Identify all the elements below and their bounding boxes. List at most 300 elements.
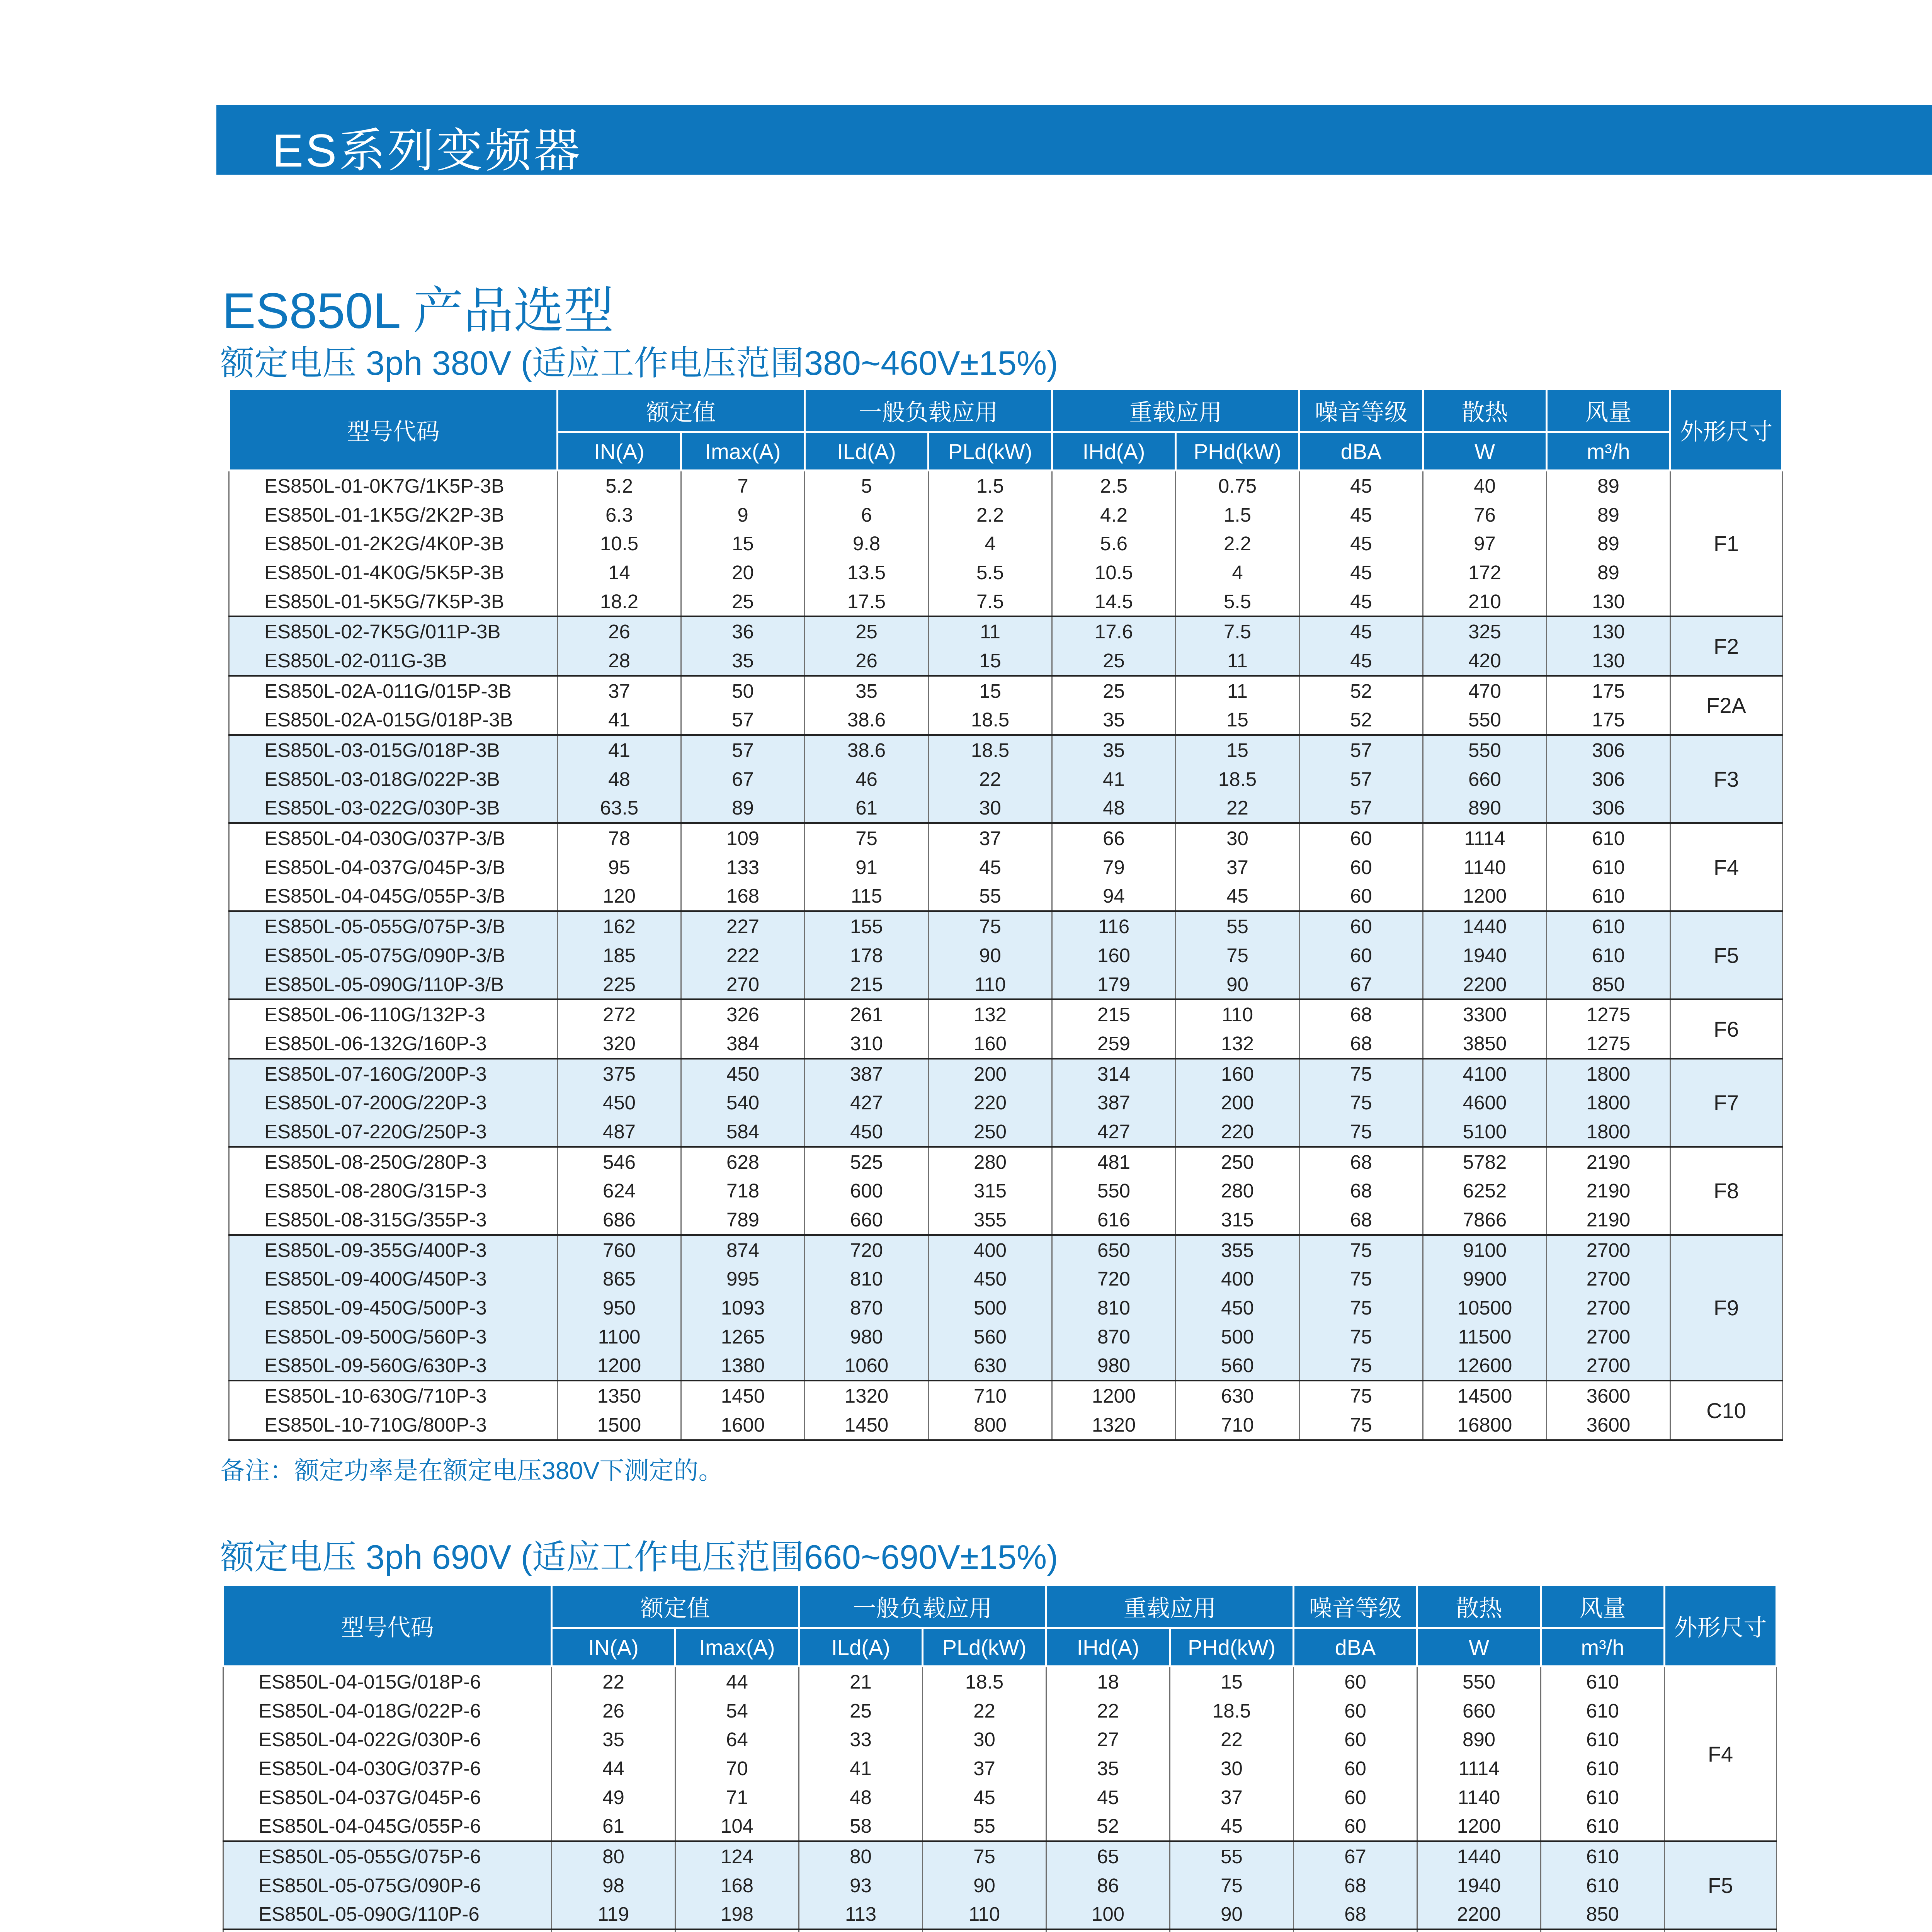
cell-ild-a: 41: [799, 1754, 923, 1783]
page-title: ES850L 产品选型: [222, 282, 614, 339]
header-m3h: m³/h: [1547, 432, 1670, 471]
cell-phd-kw: 560: [1176, 1351, 1299, 1381]
cell-dba: 67: [1294, 1841, 1417, 1871]
cell-dba: 68: [1299, 999, 1423, 1029]
cell-ihd-a: [1046, 1929, 1170, 1932]
cell-model: ES850L-08-250G/280P-3: [229, 1147, 558, 1177]
cell-dba: 68: [1299, 1029, 1423, 1059]
table-row: [229, 1029, 1782, 1059]
cell-ild-a: 310: [805, 1029, 929, 1059]
frame-size-cell: [1670, 1235, 1782, 1381]
table-row: [229, 765, 1782, 794]
cell-model: ES850L-01-5K5G/7K5P-3B: [229, 587, 558, 617]
cell-airflow: 2700: [1547, 1265, 1670, 1294]
cell-ihd-a: 810: [1052, 1293, 1176, 1322]
section1-note: 备注：额定功率是在额定电压380V下测定的。: [220, 1457, 723, 1485]
cell-phd-kw: 37: [1176, 853, 1299, 882]
cell-imax-a: 384: [681, 1029, 805, 1059]
cell-dba: 57: [1299, 765, 1423, 794]
cell-phd-kw: 11: [1176, 646, 1299, 676]
header-noise: 噪音等级: [1299, 389, 1423, 432]
header-model: 型号代码: [223, 1585, 552, 1667]
header-dba: dBA: [1299, 432, 1423, 471]
cell-airflow: 130: [1547, 646, 1670, 676]
cell-pld-kw: 800: [929, 1410, 1052, 1440]
frame-size-label: F3: [1713, 767, 1739, 791]
frame-size-cell: [1670, 616, 1782, 675]
cell-pld-kw: 90: [923, 1871, 1046, 1900]
cell-ihd-a: 387: [1052, 1088, 1176, 1117]
frame-size-cell: [1670, 676, 1782, 735]
cell-in-a: 26: [552, 1696, 675, 1725]
header-w: W: [1417, 1628, 1541, 1667]
cell-imax-a: 57: [681, 735, 805, 765]
cell-airflow: 610: [1547, 853, 1670, 882]
table-row: [223, 1783, 1777, 1812]
cell-model: ES850L-07-200G/220P-3: [229, 1088, 558, 1117]
cell-pld-kw: 75: [929, 911, 1052, 941]
cell-model: ES850L-04-030G/037P-3/B: [229, 823, 558, 853]
cell-ihd-a: 215: [1052, 999, 1176, 1029]
cell-heat-w: 325: [1423, 616, 1547, 646]
header-general-load: 一般负载应用: [805, 389, 1052, 432]
cell-dba: 60: [1294, 1754, 1417, 1783]
cell-pld-kw: 5.5: [929, 558, 1052, 587]
header-heavy-load: 重载应用: [1046, 1585, 1294, 1628]
cell-pld-kw: 710: [929, 1381, 1052, 1410]
cell-dba: 45: [1299, 529, 1423, 558]
cell-in-a: [552, 1929, 675, 1932]
cell-model: ES850L-02-7K5G/011P-3B: [229, 616, 558, 646]
frame-size-cell: [1665, 1841, 1777, 1929]
cell-ihd-a: 66: [1052, 823, 1176, 853]
cell-model: ES850L-02-011G-3B: [229, 646, 558, 676]
cell-phd-kw: 11: [1176, 676, 1299, 706]
cell-ild-a: 387: [805, 1059, 929, 1088]
cell-in-a: 119: [552, 1900, 675, 1930]
cell-imax-a: 70: [675, 1754, 799, 1783]
frame-size-label: F1: [1713, 531, 1739, 556]
cell-heat-w: 12600: [1423, 1351, 1547, 1381]
cell-in-a: 98: [552, 1871, 675, 1900]
spec-table-380v: [228, 388, 1783, 1441]
cell-in-a: 22: [552, 1667, 675, 1696]
cell-dba: 75: [1299, 1059, 1423, 1088]
cell-imax-a: 198: [675, 1900, 799, 1930]
cell-ild-a: 9.8: [805, 529, 929, 558]
cell-airflow: 610: [1547, 941, 1670, 970]
cell-pld-kw: 55: [923, 1811, 1046, 1841]
cell-ihd-a: 650: [1052, 1235, 1176, 1265]
table-row: [229, 500, 1782, 529]
cell-ihd-a: 94: [1052, 882, 1176, 912]
cell-model: ES850L-08-315G/355P-3: [229, 1205, 558, 1235]
cell-ihd-a: 4.2: [1052, 500, 1176, 529]
cell-heat-w: 210: [1423, 587, 1547, 617]
cell-pld-kw: 45: [923, 1783, 1046, 1812]
cell-in-a: 1350: [558, 1381, 681, 1410]
cell-in-a: 185: [558, 941, 681, 970]
cell-ild-a: 75: [805, 823, 929, 853]
table-row: [229, 1351, 1782, 1381]
cell-dba: 52: [1299, 706, 1423, 735]
cell-dba: 45: [1299, 587, 1423, 617]
cell-heat-w: 470: [1423, 676, 1547, 706]
cell-ild-a: 115: [805, 882, 929, 912]
cell-phd-kw: 15: [1170, 1667, 1294, 1696]
cell-pld-kw: 30: [923, 1725, 1046, 1754]
cell-airflow: 2190: [1547, 1147, 1670, 1177]
table-row: [229, 1265, 1782, 1294]
cell-ihd-a: 35: [1046, 1754, 1170, 1783]
cell-heat-w: 4600: [1423, 1088, 1547, 1117]
cell-model: ES850L-09-450G/500P-3: [229, 1293, 558, 1322]
header-phd: PHd(kW): [1170, 1628, 1294, 1667]
cell-imax-a: 7: [681, 471, 805, 500]
header-pld: PLd(kW): [923, 1628, 1046, 1667]
cell-imax-a: 540: [681, 1088, 805, 1117]
cell-heat-w: 660: [1423, 765, 1547, 794]
cell-phd-kw: 37: [1170, 1783, 1294, 1812]
cell-dba: 68: [1299, 1177, 1423, 1206]
cell-in-a: 225: [558, 970, 681, 1000]
cell-pld-kw: 1.5: [929, 471, 1052, 500]
cell-imax-a: 168: [675, 1871, 799, 1900]
cell-in-a: 35: [552, 1725, 675, 1754]
cell-phd-kw: 450: [1176, 1293, 1299, 1322]
cell-imax-a: 109: [681, 823, 805, 853]
cell-ihd-a: 160: [1052, 941, 1176, 970]
cell-pld-kw: 22: [929, 765, 1052, 794]
cell-heat-w: 2200: [1417, 1900, 1541, 1930]
cell-airflow: 130: [1547, 587, 1670, 617]
cell-airflow: 610: [1547, 882, 1670, 912]
cell-model: ES850L-01-0K7G/1K5P-3B: [229, 471, 558, 500]
cell-pld-kw: 160: [929, 1029, 1052, 1059]
cell-pld-kw: 7.5: [929, 587, 1052, 617]
cell-airflow: 1800: [1547, 1059, 1670, 1088]
cell-dba: 45: [1299, 646, 1423, 676]
header-heat: 散热: [1423, 389, 1547, 432]
cell-airflow: 89: [1547, 471, 1670, 500]
cell-pld-kw: 90: [929, 941, 1052, 970]
cell-heat-w: 4100: [1423, 1059, 1547, 1088]
cell-ild-a: 58: [799, 1811, 923, 1841]
cell-ild-a: 80: [799, 1841, 923, 1871]
cell-pld-kw: 22: [923, 1696, 1046, 1725]
table-row: [229, 1381, 1782, 1410]
cell-heat-w: 3850: [1423, 1029, 1547, 1059]
cell-ihd-a: 65: [1046, 1841, 1170, 1871]
cell-heat-w: 890: [1417, 1725, 1541, 1754]
cell-ihd-a: 35: [1052, 735, 1176, 765]
cell-model: ES850L-03-022G/030P-3B: [229, 794, 558, 823]
cell-in-a: 624: [558, 1177, 681, 1206]
cell-in-a: 37: [558, 676, 681, 706]
cell-pld-kw: 18.5: [929, 706, 1052, 735]
cell-airflow: 175: [1547, 706, 1670, 735]
cell-heat-w: 1940: [1417, 1871, 1541, 1900]
cell-phd-kw: 250: [1176, 1147, 1299, 1177]
cell-in-a: 41: [558, 735, 681, 765]
table-row: [229, 529, 1782, 558]
cell-phd-kw: 400: [1176, 1265, 1299, 1294]
cell-model: ES850L-09-560G/630P-3: [229, 1351, 558, 1381]
cell-pld-kw: 11: [929, 616, 1052, 646]
cell-heat-w: 550: [1423, 706, 1547, 735]
cell-phd-kw: 132: [1176, 1029, 1299, 1059]
cell-ihd-a: 616: [1052, 1205, 1176, 1235]
cell-in-a: 78: [558, 823, 681, 853]
cell-heat-w: [1417, 1929, 1541, 1932]
table-row: [229, 911, 1782, 941]
cell-heat-w: 6252: [1423, 1177, 1547, 1206]
cell-airflow: 89: [1547, 558, 1670, 587]
table-row: [229, 823, 1782, 853]
cell-ihd-a: 17.6: [1052, 616, 1176, 646]
cell-in-a: 450: [558, 1088, 681, 1117]
cell-dba: 60: [1299, 941, 1423, 970]
cell-heat-w: 550: [1423, 735, 1547, 765]
cell-ild-a: 1060: [805, 1351, 929, 1381]
cell-in-a: 6.3: [558, 500, 681, 529]
cell-ihd-a: 116: [1052, 911, 1176, 941]
table-row: [229, 999, 1782, 1029]
cell-imax-a: 1265: [681, 1322, 805, 1351]
cell-airflow: [1541, 1929, 1665, 1932]
header-frame: 外形尺寸: [1665, 1585, 1777, 1667]
cell-model: ES850L-05-055G/075P-3/B: [229, 911, 558, 941]
cell-ihd-a: 14.5: [1052, 587, 1176, 617]
cell-model: ES850L-06-132G/160P-3: [229, 1029, 558, 1059]
cell-phd-kw: 710: [1176, 1410, 1299, 1440]
header-ihd: IHd(A): [1046, 1628, 1170, 1667]
cell-dba: 75: [1299, 1293, 1423, 1322]
header-general-load: 一般负载应用: [799, 1585, 1046, 1628]
cell-dba: 45: [1299, 500, 1423, 529]
cell-model: ES850L-08-280G/315P-3: [229, 1177, 558, 1206]
cell-pld-kw: 15: [929, 676, 1052, 706]
cell-imax-a: 35: [681, 646, 805, 676]
cell-airflow: 610: [1547, 823, 1670, 853]
cell-heat-w: 76: [1423, 500, 1547, 529]
cell-ihd-a: 25: [1052, 676, 1176, 706]
cell-pld-kw: 2.2: [929, 500, 1052, 529]
cell-model: ES850L-02A-011G/015P-3B: [229, 676, 558, 706]
table-row: [229, 1117, 1782, 1147]
cell-ihd-a: 870: [1052, 1322, 1176, 1351]
cell-model: ES850L-06-110G/132P-3: [229, 999, 558, 1029]
cell-imax-a: 50: [681, 676, 805, 706]
cell-airflow: 175: [1547, 676, 1670, 706]
cell-ihd-a: 259: [1052, 1029, 1176, 1059]
cell-ild-a: 525: [805, 1147, 929, 1177]
frame-size-label: F4: [1708, 1742, 1733, 1766]
cell-in-a: 10.5: [558, 529, 681, 558]
cell-phd-kw: 220: [1176, 1117, 1299, 1147]
header-w: W: [1423, 432, 1547, 471]
table-row: [229, 676, 1782, 706]
cell-imax-a: 54: [675, 1696, 799, 1725]
cell-ild-a: 61: [805, 794, 929, 823]
cell-imax-a: 874: [681, 1235, 805, 1265]
cell-dba: 60: [1299, 911, 1423, 941]
table-row: [229, 882, 1782, 912]
cell-ihd-a: 27: [1046, 1725, 1170, 1754]
cell-ild-a: 155: [805, 911, 929, 941]
cell-ild-a: 93: [799, 1871, 923, 1900]
spec-table-690v: [222, 1584, 1777, 1932]
cell-ild-a: 25: [805, 616, 929, 646]
cell-in-a: 865: [558, 1265, 681, 1294]
cell-model: ES850L-07-220G/250P-3: [229, 1117, 558, 1147]
cell-model: ES850L-05-090G/110P-6: [223, 1900, 552, 1930]
cell-imax-a: 36: [681, 616, 805, 646]
frame-size-label: F8: [1713, 1179, 1739, 1203]
cell-pld-kw: 450: [929, 1265, 1052, 1294]
frame-size-cell: [1670, 999, 1782, 1058]
cell-phd-kw: 110: [1176, 999, 1299, 1029]
cell-phd-kw: 630: [1176, 1381, 1299, 1410]
cell-airflow: 306: [1547, 794, 1670, 823]
cell-dba: 45: [1299, 616, 1423, 646]
cell-airflow: 1275: [1547, 1029, 1670, 1059]
header-ild: ILd(A): [805, 432, 929, 471]
cell-airflow: 1275: [1547, 999, 1670, 1029]
cell-dba: 57: [1299, 794, 1423, 823]
cell-pld-kw: 55: [929, 882, 1052, 912]
cell-phd-kw: 0.75: [1176, 471, 1299, 500]
cell-dba: [1294, 1929, 1417, 1932]
table-row: [229, 970, 1782, 1000]
cell-phd-kw: 18.5: [1176, 765, 1299, 794]
cell-phd-kw: 15: [1176, 706, 1299, 735]
cell-imax-a: 1450: [681, 1381, 805, 1410]
cell-pld-kw: 30: [929, 794, 1052, 823]
table-row: [229, 471, 1782, 500]
header-model: 型号代码: [229, 389, 558, 471]
cell-ild-a: 21: [799, 1667, 923, 1696]
cell-ild-a: 113: [799, 1900, 923, 1930]
cell-pld-kw: 250: [929, 1117, 1052, 1147]
cell-heat-w: 1440: [1417, 1841, 1541, 1871]
cell-heat-w: 660: [1417, 1696, 1541, 1725]
cell-pld-kw: 15: [929, 646, 1052, 676]
cell-in-a: 26: [558, 616, 681, 646]
cell-airflow: 2700: [1547, 1351, 1670, 1381]
cell-dba: 75: [1299, 1381, 1423, 1410]
cell-in-a: 375: [558, 1059, 681, 1088]
cell-imax-a: [675, 1929, 799, 1932]
cell-in-a: 272: [558, 999, 681, 1029]
cell-heat-w: 890: [1423, 794, 1547, 823]
cell-dba: 60: [1294, 1725, 1417, 1754]
header-imax: Imax(A): [681, 432, 805, 471]
cell-heat-w: 420: [1423, 646, 1547, 676]
cell-phd-kw: 18.5: [1170, 1696, 1294, 1725]
cell-dba: 60: [1294, 1667, 1417, 1696]
cell-ild-a: 38.6: [805, 735, 929, 765]
header-imax: Imax(A): [675, 1628, 799, 1667]
cell-imax-a: 718: [681, 1177, 805, 1206]
cell-phd-kw: 75: [1176, 941, 1299, 970]
cell-imax-a: 326: [681, 999, 805, 1029]
cell-heat-w: 550: [1417, 1667, 1541, 1696]
cell-in-a: 44: [552, 1754, 675, 1783]
frame-size-cell: [1670, 823, 1782, 911]
cell-ihd-a: 45: [1046, 1783, 1170, 1812]
frame-size-cell: [1665, 1667, 1777, 1842]
table-row: [229, 1205, 1782, 1235]
cell-pld-kw: 45: [929, 853, 1052, 882]
frame-size-label: F5: [1713, 943, 1739, 968]
cell-phd-kw: 45: [1176, 882, 1299, 912]
cell-ihd-a: 48: [1052, 794, 1176, 823]
cell-airflow: 610: [1541, 1811, 1665, 1841]
cell-in-a: 546: [558, 1147, 681, 1177]
cell-imax-a: 124: [675, 1841, 799, 1871]
cell-dba: 60: [1299, 853, 1423, 882]
cell-ihd-a: 5.6: [1052, 529, 1176, 558]
cell-imax-a: 57: [681, 706, 805, 735]
cell-phd-kw: 355: [1176, 1235, 1299, 1265]
cell-airflow: 610: [1541, 1725, 1665, 1754]
cell-in-a: 950: [558, 1293, 681, 1322]
cell-in-a: 686: [558, 1205, 681, 1235]
cell-in-a: 162: [558, 911, 681, 941]
cell-ihd-a: 1320: [1052, 1410, 1176, 1440]
cell-airflow: 610: [1541, 1667, 1665, 1696]
cell-airflow: 1800: [1547, 1117, 1670, 1147]
cell-model: ES850L-09-400G/450P-3: [229, 1265, 558, 1294]
cell-imax-a: 67: [681, 765, 805, 794]
cell-heat-w: 1140: [1417, 1783, 1541, 1812]
cell-phd-kw: 5.5: [1176, 587, 1299, 617]
cell-model: ES850L-04-022G/030P-6: [223, 1725, 552, 1754]
cell-imax-a: 628: [681, 1147, 805, 1177]
cell-model: ES850L-07-160G/200P-3: [229, 1059, 558, 1088]
cell-phd-kw: 160: [1176, 1059, 1299, 1088]
cell-phd-kw: 30: [1170, 1754, 1294, 1783]
cell-model: ES850L-01-2K2G/4K0P-3B: [229, 529, 558, 558]
cell-imax-a: 995: [681, 1265, 805, 1294]
cell-pld-kw: 560: [929, 1322, 1052, 1351]
cell-heat-w: 1140: [1423, 853, 1547, 882]
table-row: [223, 1754, 1777, 1783]
cell-pld-kw: 110: [929, 970, 1052, 1000]
table-row: [229, 1177, 1782, 1206]
cell-dba: 45: [1299, 471, 1423, 500]
cell-dba: 75: [1299, 1322, 1423, 1351]
frame-size-label: F2A: [1706, 693, 1746, 718]
cell-pld-kw: 200: [929, 1059, 1052, 1088]
cell-model: ES850L-09-355G/400P-3: [229, 1235, 558, 1265]
cell-pld-kw: [923, 1929, 1046, 1932]
cell-heat-w: 40: [1423, 471, 1547, 500]
table-row: [223, 1929, 1777, 1932]
header-ild: ILd(A): [799, 1628, 923, 1667]
cell-heat-w: 1200: [1417, 1811, 1541, 1841]
cell-ild-a: 980: [805, 1322, 929, 1351]
cell-ild-a: 17.5: [805, 587, 929, 617]
frame-size-label: F6: [1713, 1017, 1739, 1041]
cell-airflow: 610: [1541, 1841, 1665, 1871]
frame-size-cell: [1670, 1147, 1782, 1235]
cell-pld-kw: 630: [929, 1351, 1052, 1381]
cell-dba: 75: [1299, 1351, 1423, 1381]
cell-airflow: 306: [1547, 765, 1670, 794]
cell-in-a: 80: [552, 1841, 675, 1871]
